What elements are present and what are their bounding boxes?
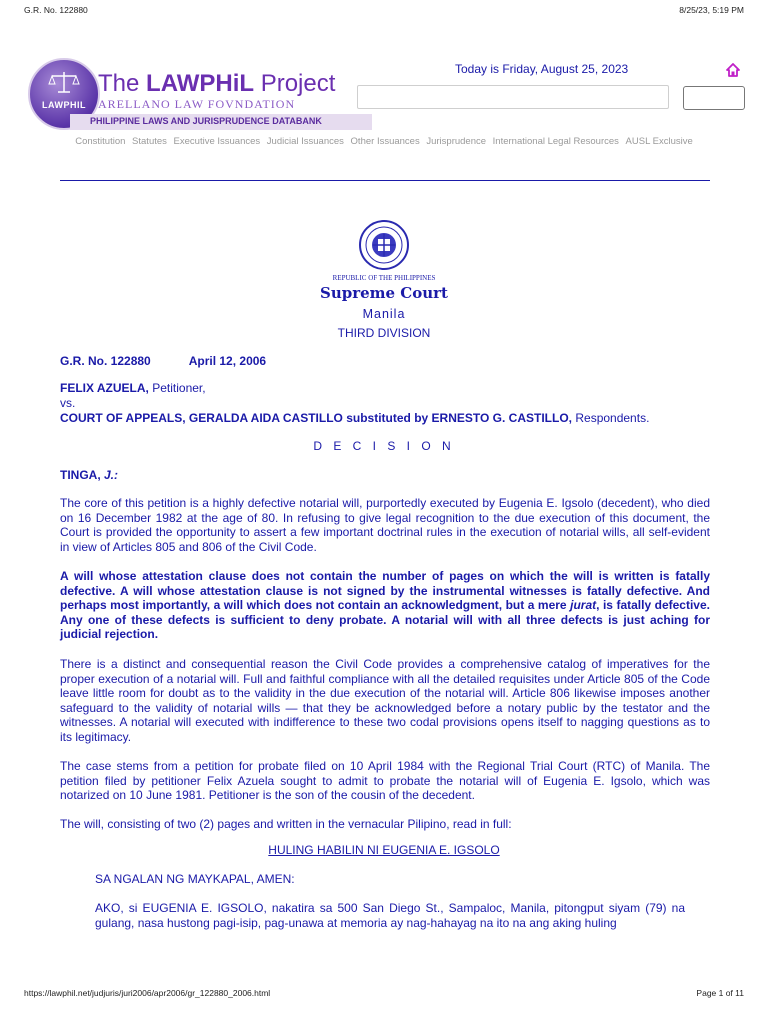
nav-executive-issuances[interactable]: Executive Issuances	[173, 136, 261, 147]
search-button[interactable]	[683, 86, 745, 110]
print-header-title: G.R. No. 122880	[24, 5, 88, 15]
print-footer-url: https://lawphil.net/judjuris/juri2006/apr2006/gr_122880_2006.html	[24, 988, 271, 998]
versus-label: vs.	[60, 395, 76, 410]
court-name: Supreme Court	[320, 284, 448, 302]
case-number-line	[60, 354, 710, 369]
paragraph-4: The case stems from a petition for probate filed on 10 April 1984 with the Regional Trial Court (RTC) of Manila. The petition filed by petitioner Felix Azuela sought to admit to probate the notarial will of Eugenia E. Igsolo, which was notarized on 10 June 1981. Petitioner is the son of the cousin of the decedent.	[60, 759, 710, 803]
site-tagline: PHILIPPINE LAWS AND JURISPRUDENCE DATABANK	[90, 116, 322, 126]
paragraph-3: There is a distinct and consequential reason the Civil Code provides a comprehensive catalog of imperatives for the proper execution of a notarial will. Full and faithful compliance with all the detailed requisites under Article 805 of the Code leave little room for doubt as to the validity in the due execution of the notarial will. Article 806 likewise imposes another safeguard to the validity of notarial wills — that they be acknowledged before a notary public by the testator and the witnesses. A notarial will executed with indifference to these two codal provisions opens itself to nagging questions as to its legitimacy.	[60, 657, 710, 744]
republic-label: REPUBLIC OF THE PHILIPPINES	[332, 274, 436, 282]
header-divider	[60, 180, 710, 181]
petitioner-name: FELIX AZUELA,	[60, 381, 149, 395]
nav-jurisprudence[interactable]: Jurisprudence	[426, 136, 487, 147]
will-title: HULING HABILIN NI EUGENIA E. IGSOLO	[268, 843, 500, 857]
print-footer	[24, 988, 744, 998]
court-division: THIRD DIVISION	[337, 326, 431, 340]
today-date: Today is Friday, August 25, 2023	[455, 62, 629, 76]
decision-heading: D E C I S I O N	[313, 439, 455, 453]
nav-constitution[interactable]: Constitution	[75, 136, 126, 147]
nav-international-legal-resources[interactable]: International Legal Resources	[492, 136, 619, 147]
nav-ausl-exclusive[interactable]: AUSL Exclusive	[625, 136, 693, 147]
print-header-datetime: 8/25/23, 5:19 PM	[679, 5, 744, 15]
will-opening-line: SA NGALAN NG MAYKAPAL, AMEN:	[95, 872, 295, 886]
respondent-name: COURT OF APPEALS, GERALDA AIDA CASTILLO substituted by ERNESTO G. CASTILLO,	[60, 410, 573, 425]
main-nav	[0, 136, 768, 147]
nav-other-issuances[interactable]: Other Issuances	[350, 136, 420, 147]
site-logo[interactable]	[26, 56, 348, 136]
paragraph-5: The will, consisting of two (2) pages and written in the vernacular Pilipino, read in full:	[60, 817, 512, 831]
paragraph-2: A will whose attestation clause does not contain the number of pages on which the will is written is fatally defective. A will whose attestation clause is not signed by the instrumental witnesses is fatally defective. And perhaps most importantly, a will which does not contain an acknowledgment, but a mere jurat, is fatally defective. Any one of these defects is sufficient to deny probate. A notarial will with all three defects is just aching for judicial rejection.	[60, 569, 710, 642]
case-parties	[60, 381, 710, 425]
site-title: The LAWPHiL Project	[98, 70, 336, 97]
search-input[interactable]	[357, 85, 669, 109]
scales-icon	[48, 70, 80, 96]
case-number: G.R. No. 122880	[60, 354, 151, 368]
supreme-court-seal-icon	[358, 219, 410, 271]
will-body-text: AKO, si EUGENIA E. IGSOLO, nakatira sa 500 San Diego St., Sampaloc, Manila, pitongput siyam (79) na gulang, nasa hustong pagi-isip, pag-unawa at memoria ay nag-hahayag na ito na ang aking huling	[95, 901, 685, 930]
court-city: Manila	[362, 307, 406, 321]
case-date: April 12, 2006	[188, 354, 267, 368]
nav-statutes[interactable]: Statutes	[132, 136, 167, 147]
respondent-role: Respondents.	[572, 410, 650, 425]
print-footer-page: Page 1 of 11	[696, 988, 744, 998]
site-tagline-strip	[70, 114, 372, 130]
site-subtitle: ARELLANO LAW FOVNDATION	[98, 97, 296, 111]
print-header	[24, 5, 744, 15]
home-icon[interactable]	[725, 62, 741, 78]
paragraph-1: The core of this petition is a highly defective notarial will, purportedly executed by Eugenia E. Igsolo (decedent), who died on 16 December 1982 at the age of 80. In refusing to give legal recognition to the due execution of this document, the Court is provided the opportunity to assert a few important doctrinal rules in the execution of notarial wills, all self-evident in view of Articles 805 and 806 of the Civil Code.	[60, 496, 710, 554]
ponente: TINGA, J.:	[60, 468, 119, 482]
logo-word: LAWPHIL	[42, 100, 86, 110]
nav-judicial-issuances[interactable]: Judicial Issuances	[266, 136, 344, 147]
petitioner-role: Petitioner,	[148, 381, 206, 395]
